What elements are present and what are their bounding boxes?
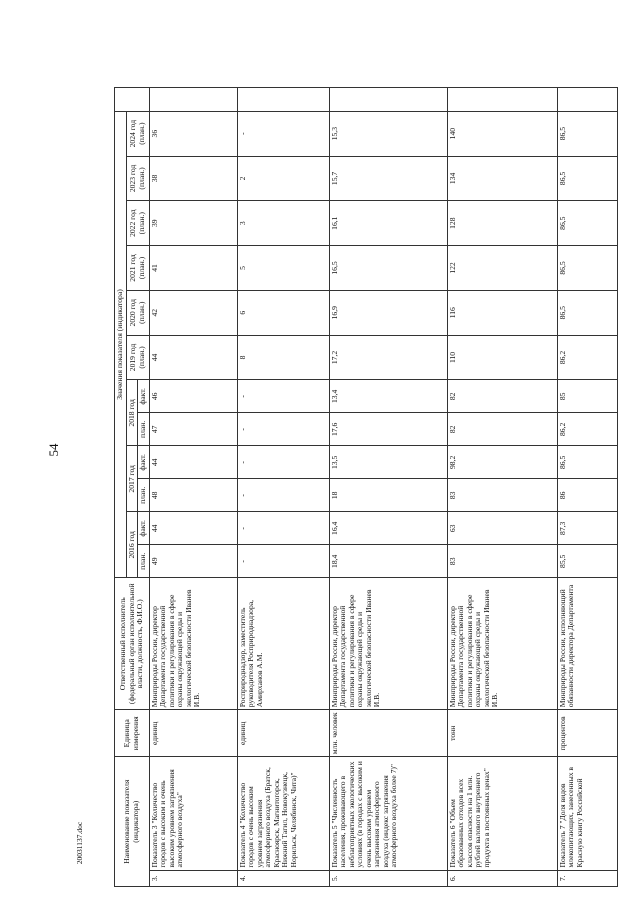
value-cell: 86,5 — [557, 446, 617, 479]
value-cell: 44 — [149, 446, 237, 479]
value-cell: 42 — [149, 290, 237, 335]
value-cell: 49 — [149, 545, 237, 578]
header-2022: 2022 год (план.) — [126, 201, 149, 246]
header-row-1 — [115, 88, 127, 887]
value-cell: 13,4 — [329, 380, 447, 413]
header-2017: 2017 год — [126, 446, 138, 512]
unit-cell: тонн — [447, 710, 557, 757]
header-2021: 2021 год (план.) — [126, 246, 149, 291]
value-cell: 63 — [447, 512, 557, 545]
indicator-table-wrapper — [114, 87, 619, 887]
header-name: Наименование показателя (индикатора) — [115, 757, 150, 887]
responsible-cell: Минприроды России, исполняющий обязанности директора Департамента — [557, 578, 617, 710]
value-cell: 86,5 — [557, 290, 617, 335]
responsible-cell: Минприроды России, директор Департамента государственной политики и регулирования в сфере охраны окружающей среды и экологической безопасности Иванев И.В. — [149, 578, 237, 710]
header-unit: Единица измерения — [115, 710, 150, 757]
indicator-table — [114, 87, 618, 887]
row-number: 6. — [447, 870, 557, 886]
indicator-name: Показатель 6 "Объем образованных отходов всех классов опасности на 1 млн. рублей валового внутреннего продукта в постоянных ценах" — [447, 757, 557, 870]
value-cell: 86,2 — [557, 413, 617, 446]
indicator-name: Показатель 3 "Количество городов с высоким и очень высоким уровнем загрязнения атмосферного воздуха" — [149, 757, 237, 870]
value-cell: 17,2 — [329, 335, 447, 380]
header-plan: план. — [138, 413, 150, 446]
value-cell: 8 — [237, 335, 329, 380]
document-id: 20031137.doc — [75, 821, 84, 865]
value-cell: 18 — [329, 479, 447, 512]
value-cell: 18,4 — [329, 545, 447, 578]
header-fact: факт. — [138, 512, 150, 545]
value-cell: - — [237, 111, 329, 156]
value-cell: 110 — [447, 335, 557, 380]
unit-cell: млн. человек — [329, 710, 447, 757]
value-cell: - — [237, 446, 329, 479]
value-cell: 83 — [447, 479, 557, 512]
indicator-name: Показатель 7 "Доля видов млекопитающих, занесенных в Красную книгу Российской — [557, 757, 617, 870]
value-cell: 83 — [447, 545, 557, 578]
table-row — [447, 88, 557, 887]
unit-cell: процентов — [557, 710, 617, 757]
value-cell: 47 — [149, 413, 237, 446]
row-number: 5. — [329, 870, 447, 886]
value-cell: 86,5 — [557, 201, 617, 246]
value-cell: 6 — [237, 290, 329, 335]
value-cell: 17,6 — [329, 413, 447, 446]
table-row — [237, 88, 329, 887]
header-plan: план. — [138, 545, 150, 578]
value-cell: 13,5 — [329, 446, 447, 479]
table-row — [557, 88, 617, 887]
spacer-cell — [447, 88, 557, 112]
value-cell: 86,2 — [557, 335, 617, 380]
value-cell: 86 — [557, 479, 617, 512]
value-cell: 98,2 — [447, 446, 557, 479]
value-cell: 15,3 — [329, 111, 447, 156]
header-plan: план. — [138, 479, 150, 512]
value-cell: 122 — [447, 246, 557, 291]
value-cell: 134 — [447, 156, 557, 201]
value-cell: 87,3 — [557, 512, 617, 545]
value-cell: 86,5 — [557, 111, 617, 156]
header-2019: 2019 год (план.) — [126, 335, 149, 380]
value-cell: 16,1 — [329, 201, 447, 246]
value-cell: 82 — [447, 413, 557, 446]
value-cell: 46 — [149, 380, 237, 413]
row-number: 7. — [557, 870, 617, 886]
value-cell: 38 — [149, 156, 237, 201]
row-number: 3. — [149, 870, 237, 886]
spacer-cell — [237, 88, 329, 112]
value-cell: 86,5 — [557, 246, 617, 291]
value-cell: - — [237, 479, 329, 512]
value-cell: 128 — [447, 201, 557, 246]
spacer-cell — [329, 88, 447, 112]
header-responsible: Ответственный исполнитель (федеральный орган исполнительной власти, должность, Ф.И.О.) — [115, 578, 150, 710]
value-cell: 3 — [237, 201, 329, 246]
value-cell: 16,4 — [329, 512, 447, 545]
value-cell: 85 — [557, 380, 617, 413]
header-2018: 2018 год — [126, 380, 138, 446]
row-number: 4. — [237, 870, 329, 886]
value-cell: 86,5 — [557, 156, 617, 201]
header-2020: 2020 год (план.) — [126, 290, 149, 335]
responsible-cell: Минприроды России, директор Департамента государственной политики и регулирования в сфере охраны окружающей среды и экологической безопасности Иванев И.В. — [329, 578, 447, 710]
value-cell: 16,9 — [329, 290, 447, 335]
value-cell: 140 — [447, 111, 557, 156]
value-cell: 44 — [149, 512, 237, 545]
unit-cell: единиц — [149, 710, 237, 757]
value-cell: 16,5 — [329, 246, 447, 291]
value-cell: 44 — [149, 335, 237, 380]
page-number: 54 — [46, 443, 61, 457]
responsible-cell: Росприроднадзор, заместитель руководителя Росприроднадзора, Амирханов А.М. — [237, 578, 329, 710]
value-cell: 41 — [149, 246, 237, 291]
indicator-name: Показатель 5 "Численность населения, проживающего в неблагоприятных экологических условиях (в городах с высоким и очень высоким уровнем загрязнения атмосферного воздуха (индекс загрязнения атмосферного воздуха более 7)" — [329, 757, 447, 870]
header-2024: 2024 год (план.) — [126, 111, 149, 156]
unit-cell: единиц — [237, 710, 329, 757]
header-fact: факт. — [138, 446, 150, 479]
responsible-cell: Минприроды России, директор Департамента государственной политики и регулирования в сфере охраны окружающей среды и экологической безопасности Иванев И.В. — [447, 578, 557, 710]
value-cell: 48 — [149, 479, 237, 512]
header-2016: 2016 год — [126, 512, 138, 578]
value-cell: 15,7 — [329, 156, 447, 201]
value-cell: 36 — [149, 111, 237, 156]
header-values: Значения показателя (индикатора) — [115, 111, 127, 578]
value-cell: - — [237, 413, 329, 446]
value-cell: - — [237, 512, 329, 545]
header-2023: 2023 год (план.) — [126, 156, 149, 201]
value-cell: - — [237, 380, 329, 413]
table-body — [149, 88, 617, 887]
value-cell: 2 — [237, 156, 329, 201]
value-cell: 116 — [447, 290, 557, 335]
spacer-cell — [557, 88, 617, 112]
value-cell: 82 — [447, 380, 557, 413]
value-cell: - — [237, 545, 329, 578]
spacer-cell — [149, 88, 237, 112]
header-fact: факт. — [138, 380, 150, 413]
indicator-name: Показатель 4 "Количество городов с очень высоким уровнем загрязнения атмосферного воздуха (Братск, Красноярск, Магнитогорск, Нижний Тагил, Новокузнецк, Норильск, Челябинск, Чита)" — [237, 757, 329, 870]
header-spacer — [115, 88, 150, 112]
value-cell: 5 — [237, 246, 329, 291]
value-cell: 39 — [149, 201, 237, 246]
table-row — [329, 88, 447, 887]
value-cell: 85,5 — [557, 545, 617, 578]
table-row — [149, 88, 237, 887]
